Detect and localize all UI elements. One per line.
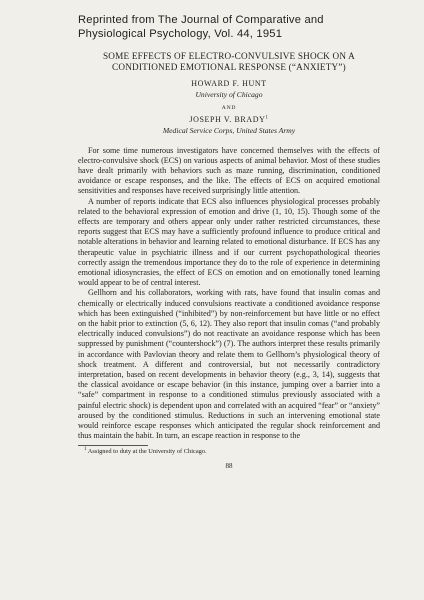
paragraph-3: Gellhorn and his collaborators, working with rats, have found that insulin comas and chemically or electrically induced convulsions reactivate a conditioned avoidance response which has been extinguished (“inhibited”) by non-reinforcement but have little or no effect on the habit prior to extinction (5, 6, 12). They also report that insulin comas (“and probably electrically induced convulsions”) do not reactivate an avoidance response which has been suppressed by punishment (“countershock”) (7). The authors interpret these results primarily in accordance with Pavlovian theory and relate them to Gellhorn’s physiological theory of shock treatment. A different and controversial, but not necessarily contradictory interpretation, based on recent developments in behavior theory (e.g., 3, 14), suggests that the classical avoidance or escape behavior (in this instance, jumping over a barrier into a “safe” compartment in response to a conditioned stimulus previously associated with a painful electric shock) is dependent upon and correlated with an acquired “fear” or “anxiety” aroused by the conditioned stimulus. Reductions in such an intervening emotional state would reinforce escape responses which anticipated the regular shock reinforcement and thus maintain the habit. In turn, an escape reaction in response to the bbox=[78, 288, 380, 441]
affiliation-2: Medical Service Corps, United States Army bbox=[162, 125, 296, 135]
reprint-notice bbox=[78, 14, 380, 41]
paragraph-1: For some time numerous investigators have concerned themselves with the effects of electro-convulsive shock (ECS) on various aspects of animal behavior. Most of these studies have dealt primarily with behaviors such as maze running, discrimination, conditioned avoidance or escape responses, and the like. The effects of ECS on acquired emotional sensitivities and responses have received surprisingly little attention. bbox=[78, 145, 380, 196]
paragraph-2: A number of reports indicate that ECS also influences physiological processes probably related to the behavioral expression of emotion and drive (1, 10, 15). Though some of the effects are temporary and others appear only under rather restricted circumstances, these reports suggest that ECS may have a sufficiently profound influence to produce critical and notable alterations in behavior and learning related to emotional disturbance. If ECS has any therapeutic value in psychiatric illness and if our current psychopathological theories correctly assign the tremendous importance they do to the role of experience in determining emotional idiosyncrasies, the effect of ECS on emotion and on emotionally toned learning would appear to be of central interest. bbox=[78, 196, 380, 288]
page-number: 88 bbox=[225, 462, 233, 471]
footnote-text: Assigned to duty at the University of Chicago. bbox=[86, 448, 207, 456]
article-title bbox=[78, 51, 380, 73]
article-title-line-1: SOME EFFECTS OF ELECTRO-CONVULSIVE SHOCK ON A bbox=[103, 51, 355, 61]
author-1: HOWARD F. HUNT bbox=[191, 78, 267, 88]
footnote-divider bbox=[78, 445, 148, 446]
footnote-mark: 1 bbox=[84, 447, 87, 453]
author-2 bbox=[78, 115, 380, 125]
footnote bbox=[84, 448, 380, 456]
author-2-footnote-mark: 1 bbox=[265, 114, 269, 120]
author-2-name: JOSEPH V. BRADY bbox=[189, 114, 266, 124]
article-title-line-2: CONDITIONED EMOTIONAL RESPONSE (“ANXIETY”) bbox=[112, 61, 346, 72]
article-body bbox=[78, 146, 380, 442]
reprint-line-1: Reprinted from The Journal of Comparative and bbox=[78, 14, 324, 26]
affiliation-1: University of Chicago bbox=[195, 89, 263, 99]
reprint-line-2: Physiological Psychology, Vol. 44, 1951 bbox=[78, 27, 283, 40]
author-conjunction: AND bbox=[221, 104, 237, 111]
